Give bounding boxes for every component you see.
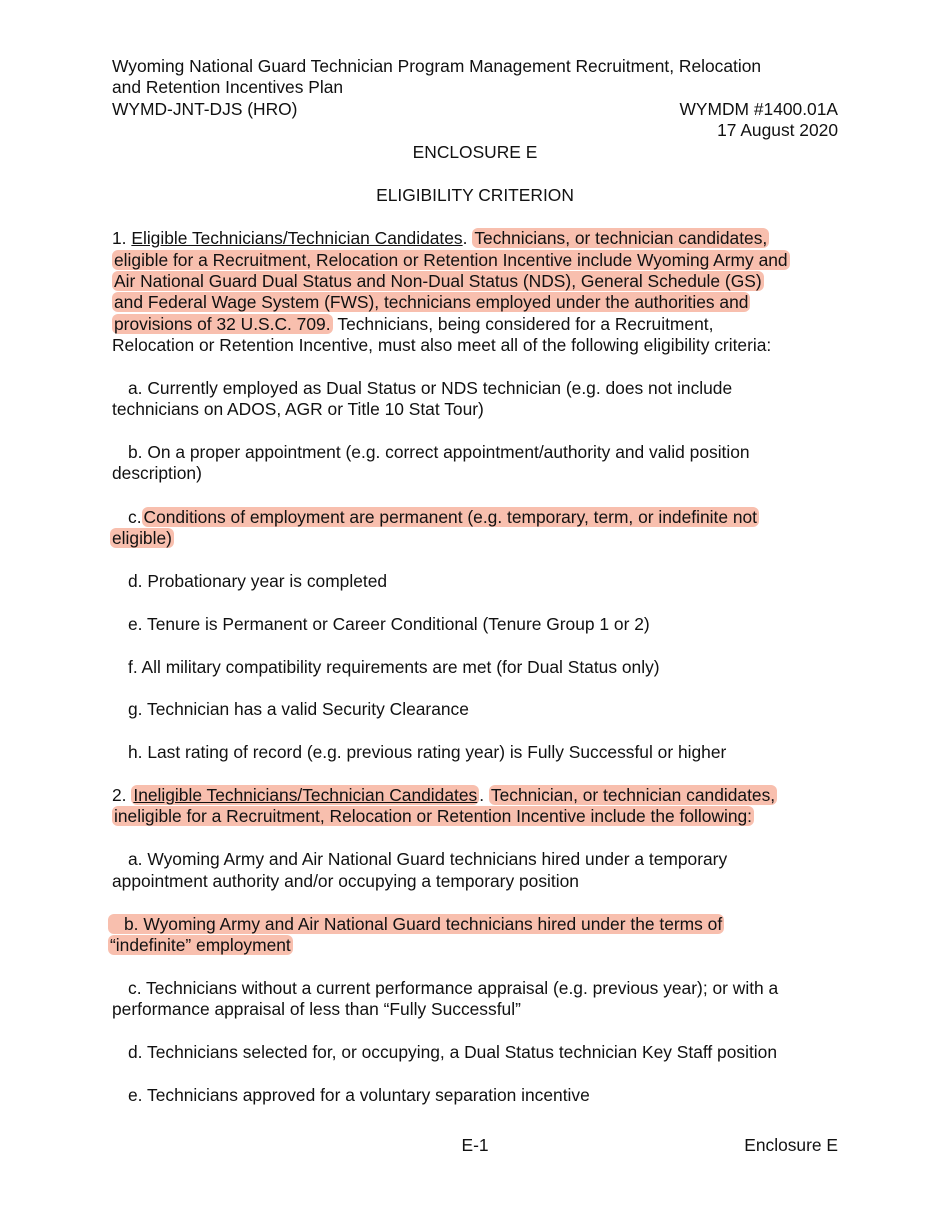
para1-item-d: d. Probationary year is completed: [128, 571, 388, 591]
para1-highlight-5: provisions of 32 U.S.C. 709.: [114, 314, 331, 334]
para2-number: 2.: [112, 785, 127, 805]
para1-item-g: g. Technician has a valid Security Clearance: [128, 699, 469, 719]
para1-line5-rest: Technicians, being considered for a Recruitment,: [337, 314, 714, 334]
para1-highlight-4: and Federal Wage System (FWS), technicians employed under the authorities and: [114, 292, 749, 312]
footer-enclosure-label: Enclosure E: [744, 1135, 838, 1155]
para2-line2: [112, 806, 754, 827]
para2-item-e: e. Technicians approved for a voluntary separation incentive: [128, 1085, 590, 1105]
para1-line6: Relocation or Retention Incentive, must also meet all of the following eligibility criteria:: [112, 335, 772, 355]
para1-line1: 1. Eligible Technicians/Technician Candidates. Technicians, or technician candidates,: [112, 228, 768, 248]
para2-item-b-line1: [108, 914, 724, 935]
para2-item-d: d. Technicians selected for, or occupying, a Dual Status technician Key Staff position: [128, 1042, 777, 1062]
para2-item-c-line1: c. Technicians without a current performance appraisal (e.g. previous year); or with a: [128, 978, 779, 998]
para1-heading: Eligible Technicians/Technician Candidates: [131, 228, 463, 248]
para1-line2: [112, 250, 790, 271]
footer-page-number: E-1: [461, 1135, 489, 1155]
para1-highlight-3: Air National Guard Dual Status and Non-Dual Status (NDS), General Schedule (GS): [114, 271, 762, 291]
para1-item-a-line1: a. Currently employed as Dual Status or NDS technician (e.g. does not include: [128, 378, 733, 398]
para1-item-h: h. Last rating of record (e.g. previous rating year) is Fully Successful or higher: [128, 742, 727, 762]
para1-item-c-line2: [110, 528, 174, 549]
para2-heading: Ineligible Technicians/Technician Candidates: [133, 785, 478, 805]
para1-line5: [112, 314, 713, 335]
header-office: WYMD-JNT-DJS (HRO): [112, 99, 298, 119]
enclosure-title: ENCLOSURE E: [412, 142, 538, 162]
para1-item-a-line2: technicians on ADOS, AGR or Title 10 Stat Tour): [112, 399, 484, 419]
header-title-line2: and Retention Incentives Plan: [112, 77, 344, 97]
header-date: 17 August 2020: [717, 120, 838, 140]
para1-item-f: f. All military compatibility requirements are met (for Dual Status only): [128, 657, 660, 677]
para2-item-a-line1: a. Wyoming Army and Air National Guard technicians hired under a temporary: [128, 849, 728, 869]
para2-item-b-highlight-2: “indefinite” employment: [110, 935, 291, 955]
para2-item-b-line2: [108, 935, 293, 956]
para2-item-c-line2: performance appraisal of less than “Fully Successful”: [112, 999, 521, 1019]
para2-highlight-1: Technician, or technician candidates,: [490, 785, 776, 805]
para1-line4: [112, 292, 750, 313]
header-doc-number: WYMDM #1400.01A: [679, 99, 838, 119]
para1-item-c-highlight-1: Conditions of employment are permanent (e.g. temporary, term, or indefinite not: [143, 507, 758, 527]
para1-item-e: e. Tenure is Permanent or Career Conditional (Tenure Group 1 or 2): [128, 614, 650, 634]
para1-highlight-1: Technicians, or technician candidates,: [474, 228, 768, 248]
para2-item-b-highlight-1: b. Wyoming Army and Air National Guard technicians hired under the terms of: [108, 914, 724, 934]
para2-item-a-line2: appointment authority and/or occupying a temporary position: [112, 871, 579, 891]
header-title-line1: Wyoming National Guard Technician Program Management Recruitment, Relocation: [112, 56, 762, 76]
para1-highlight-2: eligible for a Recruitment, Relocation or Retention Incentive include Wyoming Army and: [114, 250, 788, 270]
section-title: ELIGIBILITY CRITERION: [376, 185, 574, 205]
para1-number: 1.: [112, 228, 127, 248]
para2-line1: 2. Ineligible Technicians/Technician Candidates . Technician, or technician candidates,: [112, 785, 776, 805]
para1-item-b-line2: description): [112, 463, 202, 483]
para1-item-c-highlight-2: eligible): [112, 528, 172, 548]
para1-line3: [112, 271, 764, 292]
para2-highlight-2: ineligible for a Recruitment, Relocation or Retention Incentive include the following:: [114, 806, 753, 826]
para1-item-c-label: c.: [128, 507, 142, 527]
para1-item-b-line1: b. On a proper appointment (e.g. correct appointment/authority and valid position: [128, 442, 750, 462]
para1-item-c-line1: [112, 507, 759, 528]
